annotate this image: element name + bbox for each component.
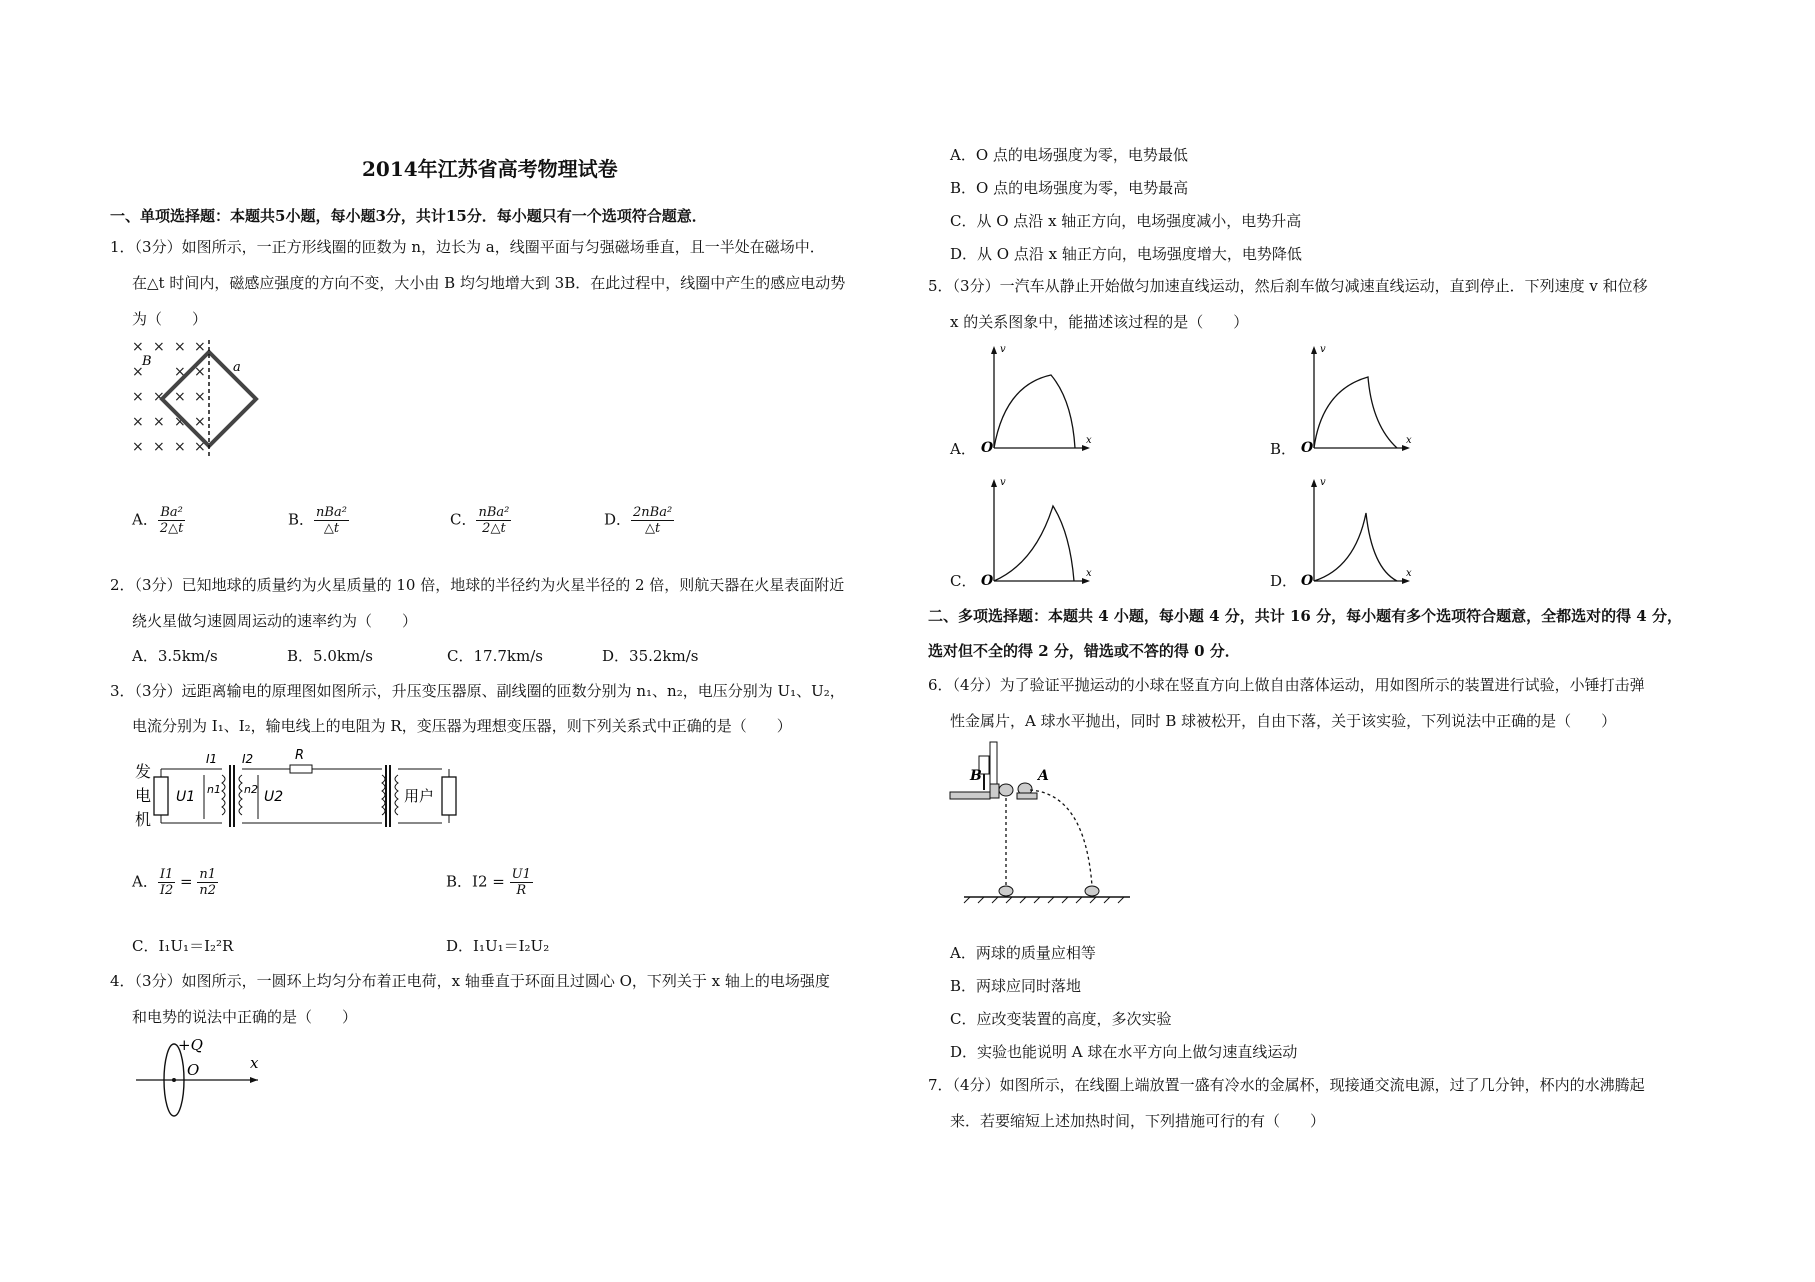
- q5-option-a[interactable]: A．: [950, 440, 976, 458]
- svg-text:×: ×: [174, 389, 186, 405]
- label-U1: U1: [176, 789, 196, 805]
- a-path: [1030, 790, 1092, 886]
- label-n2: n2: [244, 783, 258, 796]
- ball-b-landed: [999, 886, 1013, 896]
- svg-text:O: O: [981, 440, 994, 456]
- svg-text:x: x: [1086, 568, 1092, 579]
- svg-text:×: ×: [174, 339, 186, 355]
- q1-option-a[interactable]: A． $\frac{\text{Ba²}}{2\triangle t}$: [132, 505, 184, 536]
- base-platform: [950, 792, 990, 799]
- svg-text:v: v: [1000, 344, 1006, 355]
- q2-option-c[interactable]: C．17.7km/s: [447, 647, 543, 665]
- q6-line1: 6．（4分）为了验证平抛运动的小球在竖直方向上做自由落体运动，用如图所示的装置进行试验，小锤打击弹: [928, 676, 1645, 694]
- label-U2: U2: [264, 789, 284, 805]
- ball-b: [999, 784, 1013, 796]
- svg-text:v: v: [1000, 477, 1006, 488]
- svg-text:O: O: [1301, 440, 1314, 456]
- q4-option-a[interactable]: A．O 点的电场强度为零，电势最低: [950, 146, 1188, 164]
- q1-option-c[interactable]: C． $\frac{\text{nBa²}}{2\triangle t}$: [450, 505, 510, 536]
- q3-option-a[interactable]: A． $\frac{I1}{I2}$ = $\frac{n1}{n2}$: [132, 867, 217, 898]
- svg-text:×: ×: [194, 364, 206, 380]
- svg-text:x: x: [1406, 568, 1412, 579]
- q5-option-b[interactable]: B．: [1270, 440, 1297, 458]
- curve-b: [1314, 377, 1397, 448]
- q4-option-c[interactable]: C．从 O 点沿 x 轴正方向，电场强度减小，电势升高: [950, 212, 1302, 230]
- user-box: [442, 777, 456, 815]
- svg-text:×: ×: [153, 389, 165, 405]
- q4-line1: 4．（3分）如图所示，一圆环上均匀分布着正电荷，x 轴垂直于环面且过圆心 O，下列关于 x 轴上的电场强度: [110, 972, 830, 990]
- svg-text:×: ×: [153, 414, 165, 430]
- q4-option-d[interactable]: D．从 O 点沿 x 轴正方向，电场强度增大，电势降低: [950, 245, 1302, 263]
- section1-heading: 一、单项选择题：本题共5小题，每小题3分，共计15分．每小题只有一个选项符合题意．: [110, 207, 707, 225]
- q6-option-b[interactable]: B．两球应同时落地: [950, 977, 1082, 995]
- q2-line1: 2．（3分）已知地球的质量约为火星质量的 10 倍，地球的半径约为火星半径的 2 倍，则航天器在火星表面附近: [110, 576, 845, 594]
- q3-option-d[interactable]: D．I₁U₁＝I₂U₂: [446, 937, 550, 955]
- q1-option-b[interactable]: B． $\frac{\text{nBa²}}{\triangle t}$: [288, 505, 347, 536]
- generator-label-2: 电: [135, 786, 152, 805]
- user-label: 用户: [404, 787, 435, 805]
- svg-text:O: O: [981, 573, 994, 589]
- label-I1: I1: [206, 752, 218, 766]
- q5-option-d[interactable]: D．: [1270, 572, 1298, 590]
- q6-option-c[interactable]: C．应改变装置的高度，多次实验: [950, 1010, 1172, 1028]
- svg-text:×: ×: [194, 339, 206, 355]
- svg-text:×: ×: [153, 339, 165, 355]
- q5-graph-d: [1300, 473, 1420, 588]
- section2-line1: 二、多项选择题：本题共 4 小题，每小题 4 分，共计 16 分，每小题有多个选项符合题意，全都选对的得 4 分，: [928, 607, 1682, 625]
- q3-line1: 3．（3分）远距离输电的原理图如图所示，升压变压器原、副线圈的匝数分别为 n₁、n₂，电压分别为 U₁、U₂，: [110, 682, 845, 700]
- svg-text:×: ×: [174, 414, 186, 430]
- q3-option-c[interactable]: C．I₁U₁＝I₂²R: [132, 937, 234, 955]
- svg-text:×: ×: [194, 439, 206, 455]
- label-R: R: [295, 748, 305, 763]
- q3-option-b[interactable]: B．I2 = $\frac{U1}{R}$: [446, 867, 531, 898]
- svg-text:×: ×: [132, 439, 144, 455]
- svg-text:v: v: [1320, 344, 1326, 355]
- q5-line1: 5．（3分）一汽车从静止开始做匀加速直线运动，然后刹车做匀减速直线运动，直到停止．下列速度 v 和位移: [928, 277, 1648, 295]
- label-O: O: [187, 1061, 200, 1079]
- label-x: x: [250, 1054, 259, 1072]
- q5-graph-b: [1300, 340, 1420, 455]
- svg-text:×: ×: [132, 339, 144, 355]
- curve-a: [994, 375, 1075, 448]
- hammer-handle: [990, 742, 997, 784]
- section2-line2: 选对但不全的得 2 分，错选或不答的得 0 分．: [928, 642, 1240, 660]
- label-n1: n1: [207, 783, 221, 796]
- generator-label-3: 机: [135, 810, 152, 829]
- svg-text:×: ×: [132, 414, 144, 430]
- q5-graph-c: [980, 473, 1100, 588]
- q4-line2: 和电势的说法中正确的是（ ）: [132, 1008, 358, 1026]
- q5-line2: x 的关系图象中，能描述该过程的是（ ）: [950, 313, 1249, 331]
- q4-option-b[interactable]: B．O 点的电场强度为零，电势最高: [950, 179, 1189, 197]
- q4-ring-figure: [132, 1033, 272, 1118]
- curve-d: [1314, 513, 1397, 581]
- label-I2: I2: [242, 752, 254, 766]
- q1-line2: 在△t 时间内，磁感应强度的方向不变，大小由 B 均匀地增大到 3B．在此过程中，线圈中产生的感应电动势: [132, 274, 846, 292]
- svg-text:×: ×: [194, 414, 206, 430]
- svg-text:×: ×: [174, 364, 186, 380]
- svg-text:×: ×: [153, 439, 165, 455]
- q2-line2: 绕火星做匀速圆周运动的速率约为（ ）: [132, 612, 418, 630]
- label-Q: +Q: [178, 1036, 203, 1054]
- resistor: [290, 765, 312, 773]
- q2-option-b[interactable]: B．5.0km/s: [287, 647, 373, 665]
- q1-option-d[interactable]: D． $\frac{\text{2nBa²}}{\triangle t}$: [604, 505, 673, 536]
- q1-line1: 1．（3分）如图所示，一正方形线圈的匝数为 n，边长为 a，线圈平面与匀强磁场垂直，且一半处在磁场中．: [110, 238, 825, 256]
- generator-label-1: 发: [135, 762, 152, 781]
- svg-text:×: ×: [174, 439, 186, 455]
- generator-box: [154, 777, 168, 815]
- q7-line2: 来．若要缩短上述加热时间，下列措施可行的有（ ）: [950, 1112, 1326, 1130]
- q3-transmission-diagram: [132, 745, 462, 830]
- svg-text:v: v: [1320, 477, 1326, 488]
- q6-line2: 性金属片，A 球水平抛出，同时 B 球被松开，自由下落，关于该实验，下列说法中正确的是（ ）: [950, 712, 1617, 730]
- metal-plate: [990, 784, 999, 798]
- q7-line1: 7．（4分）如图所示，在线圈上端放置一盛有冷水的金属杯，现接通交流电源，过了几分钟，杯内的水沸腾起: [928, 1076, 1645, 1094]
- ball-a-landed: [1085, 886, 1099, 896]
- q3-line2: 电流分别为 I₁、I₂，输电线上的电阻为 R，变压器为理想变压器，则下列关系式中正确的是（ ）: [132, 717, 792, 735]
- q1-figure: [130, 335, 260, 460]
- svg-text:×: ×: [194, 389, 206, 405]
- svg-text:×: ×: [132, 364, 144, 380]
- svg-text:x: x: [1086, 435, 1092, 446]
- curve-c: [994, 506, 1074, 581]
- svg-text:×: ×: [132, 389, 144, 405]
- page-title: 2014年江苏省高考物理试卷: [362, 157, 618, 181]
- q6-apparatus-figure: [950, 738, 1170, 913]
- q6-option-d[interactable]: D．实验也能说明 A 球在水平方向上做匀速直线运动: [950, 1043, 1298, 1061]
- q5-graph-a: [980, 340, 1100, 455]
- q2-option-d[interactable]: D．35.2km/s: [602, 647, 699, 665]
- q2-option-a[interactable]: A．3.5km/s: [132, 647, 218, 665]
- q1-line3: 为（ ）: [132, 310, 208, 328]
- svg-text:x: x: [1406, 435, 1412, 446]
- label-a: a: [233, 360, 241, 375]
- q6-option-a[interactable]: A．两球的质量应相等: [950, 944, 1096, 962]
- label-A: A: [1038, 768, 1049, 784]
- q5-option-c[interactable]: C．: [950, 572, 977, 590]
- svg-text:O: O: [1301, 573, 1314, 589]
- label-B: B: [142, 354, 152, 369]
- label-B: B: [970, 768, 982, 784]
